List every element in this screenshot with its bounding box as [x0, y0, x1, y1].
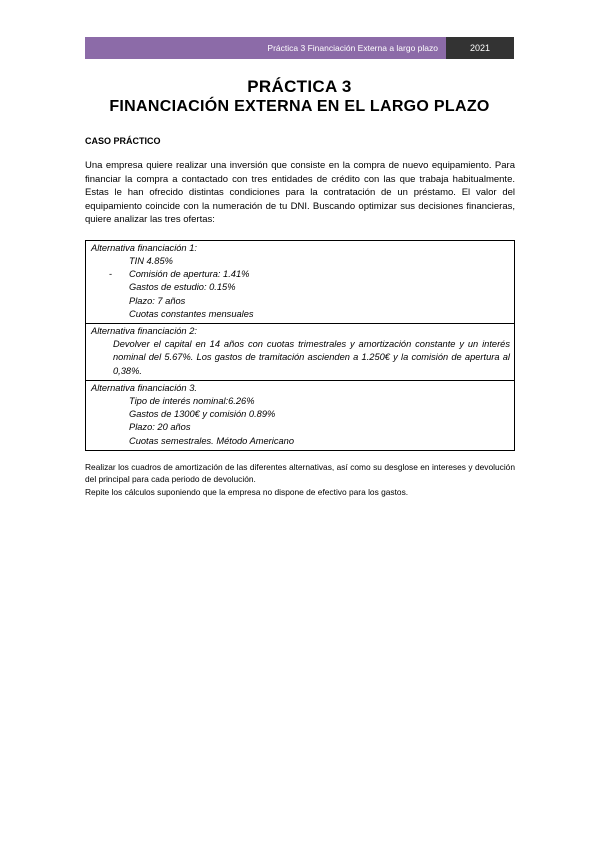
page-title: PRÁCTICA 3 — [247, 77, 352, 96]
alternative-2 — [86, 324, 514, 381]
header-year: 2021 — [446, 37, 514, 59]
alternative-line: Plazo: 20 años — [129, 422, 191, 433]
alternative-line: Tipo de interés nominal:6.26% — [129, 395, 255, 406]
page-header — [85, 37, 514, 59]
bullet-dash: - — [109, 269, 113, 280]
alternative-title: Alternativa financiación 2: — [91, 326, 197, 337]
instruction-line: Repite los cálculos suponiendo que la empresa no dispone de efectivo para los gastos. — [85, 486, 409, 497]
alternative-1 — [86, 241, 514, 324]
alternative-title: Alternativa financiación 3. — [91, 382, 197, 393]
alternative-paragraph: Devolver el capital en 14 años con cuotas trimestrales y amortización constante y un interés nominal del 5.67%. Los gastos de tramitación ascienden a 1.250€ y la comisión de apertura al 0,38%. — [113, 339, 510, 376]
instructions — [85, 461, 515, 498]
alternative-line: Plazo: 7 años — [129, 295, 186, 306]
instruction-line: Realizar los cuadros de amortización de las diferentes alternativas, así como su desglose en intereses y devolución del principal para cada periodo de devolución. — [85, 462, 515, 485]
alternative-3 — [86, 381, 514, 450]
intro-paragraph: Una empresa quiere realizar una inversión que consiste en la compra de nuevo equipamiento. Para financiar la compra a contactado con tres entidades de crédito con las que trabaja habitualmente. Estas le han ofrecido distintas condiciones para la contratación de un préstamo. El valor del equipamiento coincide con la numeración de tu DNI. Buscando optimizar sus decisiones financieras, quiere analizar las tres ofertas: — [85, 160, 515, 226]
alternative-line: TIN 4.85% — [129, 256, 173, 266]
alternative-line: Cuotas constantes mensuales — [129, 308, 254, 319]
section-heading: CASO PRÁCTICO — [85, 136, 161, 146]
alternative-line: Gastos de estudio: 0.15% — [129, 282, 236, 293]
alternative-line-dash — [91, 268, 510, 281]
alternative-line: Gastos de 1300€ y comisión 0.89% — [129, 409, 276, 420]
alternative-line: Cuotas semestrales. Método Americano — [129, 435, 295, 446]
page-subtitle: FINANCIACIÓN EXTERNA EN EL LARGO PLAZO — [109, 98, 490, 115]
header-doc-title: Práctica 3 Financiación Externa a largo plazo — [85, 37, 446, 59]
alternatives-box — [85, 240, 515, 451]
alternative-title: Alternativa financiación 1: — [91, 243, 197, 253]
alternative-line-text: Comisión de apertura: 1.41% — [129, 269, 250, 280]
